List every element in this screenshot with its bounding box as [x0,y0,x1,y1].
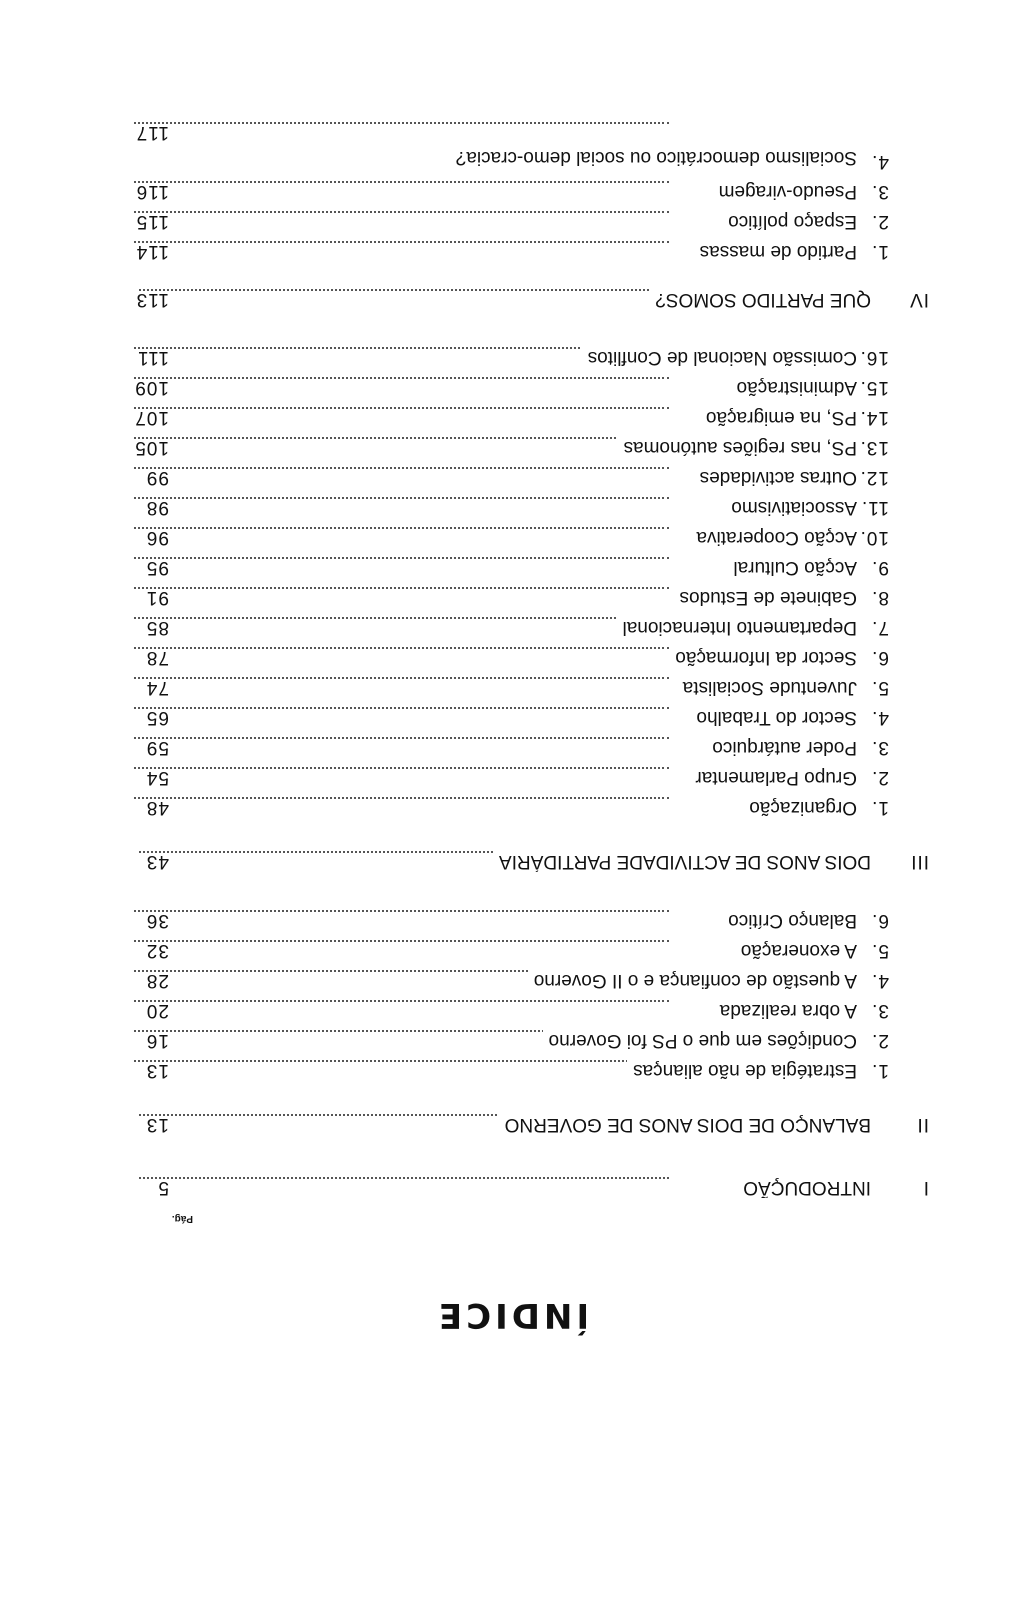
item-number: 14. [859,407,889,428]
dot-leader [134,122,669,124]
toc-item [114,991,929,1021]
dot-leader [134,647,669,649]
section-number: IV [909,289,929,310]
item-number: 2. [871,1030,889,1051]
item-number: 5. [871,677,889,698]
item-page: 74 [145,677,169,698]
item-number: 10. [859,527,889,548]
item-label: Espaço político [327,210,857,232]
item-label: Acção Cultural [327,556,857,578]
item-label: Administração [327,376,857,398]
dot-leader [134,910,669,912]
dot-leader [139,289,669,291]
item-page: 91 [145,587,169,608]
item-page: 28 [145,970,169,991]
item-page: 96 [145,527,169,548]
item-page: 109 [134,377,169,398]
toc-item [114,488,929,518]
dot-leader [134,797,669,799]
item-page: 54 [145,767,169,788]
section-label: INTRODUÇÃO [301,1176,871,1198]
item-number: 1. [871,797,889,818]
item-number: 5. [871,940,889,961]
toc-item [114,961,929,991]
section-number: II [916,1114,929,1135]
item-label: PS, nas regiões autónomas [327,436,857,458]
dot-leader [134,527,669,529]
toc-item [114,232,929,262]
toc-item [114,172,929,202]
item-number: 4. [871,151,889,172]
item-number: 15. [859,377,889,398]
dot-leader [134,737,669,739]
item-page: 114 [135,241,169,262]
section-page: 113 [135,289,169,310]
dot-leader [134,437,669,439]
item-number: 13. [859,437,889,458]
item-label: Partido de massas [327,240,857,262]
dot-leader [134,677,669,679]
item-label: Gabinete de Estudos [327,586,857,608]
page-title: ÍNDICE [434,1295,590,1335]
dot-leader [134,211,669,213]
dot-leader [134,587,669,589]
section-page: 43 [145,851,169,872]
toc-item [114,368,929,398]
section-number: I [922,1177,929,1198]
item-label: Grupo Parlamentar [327,766,857,788]
item-number: 2. [871,767,889,788]
item-label: A exoneração [327,939,857,961]
item-label: Departamento Internacional [327,616,857,638]
section-number: III [910,851,929,872]
section-page: 13 [145,1114,169,1135]
item-number: 3. [871,181,889,202]
toc-item [114,728,929,758]
item-number: 1. [871,1060,889,1081]
toc-item [114,638,929,668]
item-number: 12. [859,467,889,488]
item-label: Organização [327,796,857,818]
item-page: 85 [145,617,169,638]
dot-leader [134,377,669,379]
item-page: 36 [145,910,169,931]
item-page: 105 [134,437,169,458]
section-label: BALANÇO DE DOIS ANOS DE GOVERNO [301,1113,871,1135]
item-page: 16 [145,1030,169,1051]
item-page: 59 [145,737,169,758]
item-label: Acção Cooperativa [327,526,857,548]
toc-item [114,668,929,698]
dot-leader [134,181,669,183]
toc-item [114,458,929,488]
item-page: 65 [145,707,169,728]
dot-leader [134,707,669,709]
page-column-label: Pág. [171,1213,193,1224]
item-page: 111 [137,347,169,368]
toc-item [114,758,929,788]
toc-item [114,112,929,172]
item-page: 78 [145,647,169,668]
item-label: PS, na emigração [327,406,857,428]
item-page: 32 [145,940,169,961]
dot-leader [134,1060,669,1062]
item-number: 7. [871,617,889,638]
item-label: A obra realizada [327,999,857,1021]
item-number: 1. [871,241,889,262]
item-number: 9. [871,557,889,578]
dot-leader [134,497,669,499]
toc-item [114,338,929,368]
toc-item [114,428,929,458]
dot-leader [134,557,669,559]
dot-leader [139,1177,669,1179]
item-label: A questão de confiança e o II Governo [327,969,857,991]
toc-item [114,608,929,638]
toc-item [114,901,929,931]
item-label: Poder autárquico [327,736,857,758]
item-page: 20 [145,1000,169,1021]
item-label: Outras actividades [327,466,857,488]
item-number: 16. [859,347,889,368]
item-label: Juventude Socialista [327,676,857,698]
item-page: 98 [145,497,169,518]
item-page: 107 [134,407,169,428]
item-page: 13 [145,1060,169,1081]
toc-section-1 [114,1168,929,1198]
toc-section-3 [114,842,929,872]
item-number: 8. [871,587,889,608]
dot-leader [134,617,669,619]
item-number: 4. [871,707,889,728]
dot-leader [134,407,669,409]
toc-item [114,398,929,428]
dot-leader [134,241,669,243]
item-label: Associativismo [327,496,857,518]
dot-leader [134,940,669,942]
toc-item [114,1051,929,1081]
item-page: 95 [145,557,169,578]
item-label: Socialismo democrático ou social demo-cracia? [317,143,857,172]
item-page: 116 [135,181,169,202]
toc-item [114,578,929,608]
section-label: QUE PARTIDO SOMOS? [301,288,871,310]
toc-section-4 [114,280,929,310]
section-label: DOIS ANOS DE ACTIVIDADE PARTIDÁRIA [301,850,871,872]
item-number: 11. [860,497,889,518]
toc-item [114,548,929,578]
item-page: 99 [145,467,169,488]
item-number: 2. [871,211,889,232]
item-page: 117 [135,122,169,143]
toc-item [114,788,929,818]
item-number: 3. [871,737,889,758]
item-number: 3. [871,1000,889,1021]
toc-section-2 [114,1105,929,1135]
item-label: Condições em que o PS foi Governo [327,1029,857,1051]
toc-item [114,931,929,961]
toc-item [114,518,929,548]
item-number: 4. [871,970,889,991]
item-label: Sector do Trabalho [327,706,857,728]
dot-leader [134,467,669,469]
item-number: 6. [871,647,889,668]
item-label: Estratégia de não alianças [327,1059,857,1081]
item-page: 115 [135,211,169,232]
toc-item [114,698,929,728]
item-label: Pseudo-viragem [327,180,857,202]
item-page: 48 [145,797,169,818]
item-label: Balanço Crítico [327,909,857,931]
toc-item [114,202,929,232]
dot-leader [134,767,669,769]
dot-leader [134,1000,669,1002]
item-label: Comissão Nacional de Conflitos [327,346,857,368]
toc-item [114,1021,929,1051]
item-label: Sector da Informação [327,646,857,668]
item-number: 6. [871,910,889,931]
section-page: 5 [157,1177,169,1198]
